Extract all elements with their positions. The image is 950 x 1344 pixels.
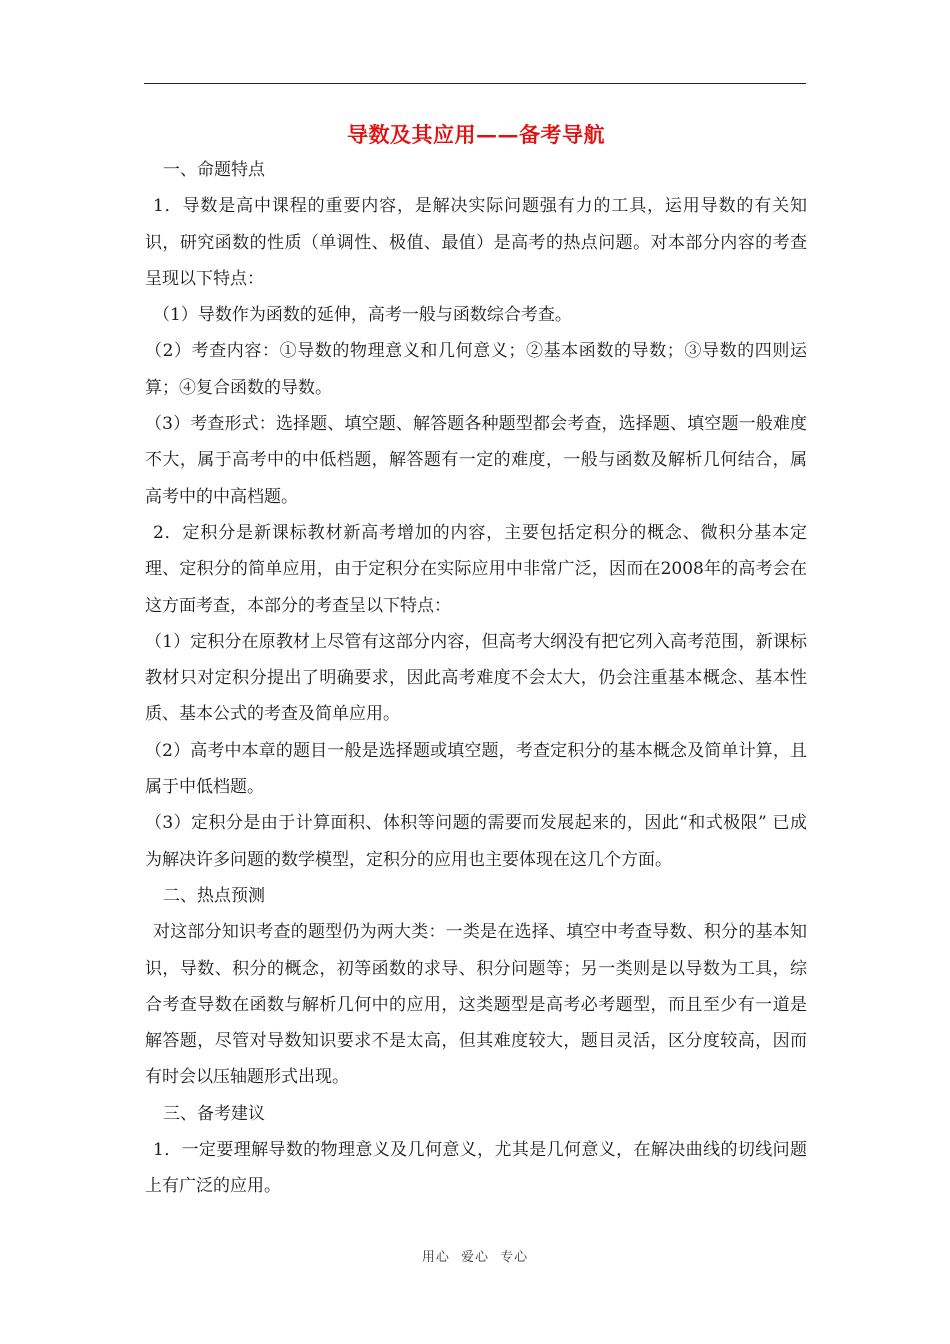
document-title: 导数及其应用——备考导航 xyxy=(347,122,605,147)
section-heading-3: 三、备考建议 xyxy=(163,1103,265,1124)
page-footer: 用心 爱心 专心 xyxy=(421,1250,529,1265)
paragraph: （2）考查内容：①导数的物理意义和几何意义；②基本函数的导数；③导数的四则运算；④复合函数的导数。 xyxy=(145,341,807,398)
paragraph: 1．导数是高中课程的重要内容，是解决实际问题强有力的工具，运用导数的有关知识，研究函数的性质（单调性、极值、最值）是高考的热点问题。对本部分内容的考查呈现以下特点： xyxy=(145,196,807,289)
document-body xyxy=(145,118,807,1205)
paragraph: 2．定积分是新课标教材新高考增加的内容，主要包括定积分的概念、微积分基本定理、定积分的简单应用，由于定积分在实际应用中非常广泛，因而在2008年的高考会在这方面考查，本部分的考查呈以下特点： xyxy=(145,522,807,616)
paragraph: （2）高考中本章的题目一般是选择题或填空题，考查定积分的基本概念及简单计算，且属于中低档题。 xyxy=(145,740,807,798)
header-rule xyxy=(144,83,806,84)
paragraph: 对这部分知识考查的题型仍为两大类：一类是在选择、填空中考查导数、积分的基本知识，导数、积分的概念，初等函数的求导、积分问题等；另一类则是以导数为工具，综合考查导数在函数与解析几何中的应用，这类题型是高考必考题型，而且至少有一道是解答题，尽管对导数知识要求不是太高，但其难度较大，题目灵活，区分度较高，因而有时会以压轴题形式出现。 xyxy=(145,922,807,1088)
paragraph: （1）定积分在原教材上尽管有这部分内容，但高考大纲没有把它列入高考范围，新课标教材只对定积分提出了明确要求，因此高考难度不会太大，仍会注重基本概念、基本性质、基本公式的考查及简单应用。 xyxy=(145,631,807,725)
paragraph: 1．一定要理解导数的物理意义及几何意义，尤其是几何意义，在解决曲线的切线问题上有广泛的应用。 xyxy=(145,1140,807,1197)
paragraph: （3）考查形式：选择题、填空题、解答题各种题型都会考查，选择题、填空题一般难度不大，属于高考中的中低档题，解答题有一定的难度，一般与函数及解析几何结合，属高考中的中高档题。 xyxy=(145,414,807,507)
paragraph: （3）定积分是由于计算面积、体积等问题的需要而发展起来的，因此“和式极限” 已成为解决许多问题的数学模型，定积分的应用也主要体现在这几个方面。 xyxy=(145,813,807,870)
section-heading-1: 一、命题特点 xyxy=(163,160,265,180)
section-heading-2: 二、热点预测 xyxy=(163,885,265,906)
paragraph: （1）导数作为函数的延伸，高考一般与函数综合考查。 xyxy=(153,305,572,326)
